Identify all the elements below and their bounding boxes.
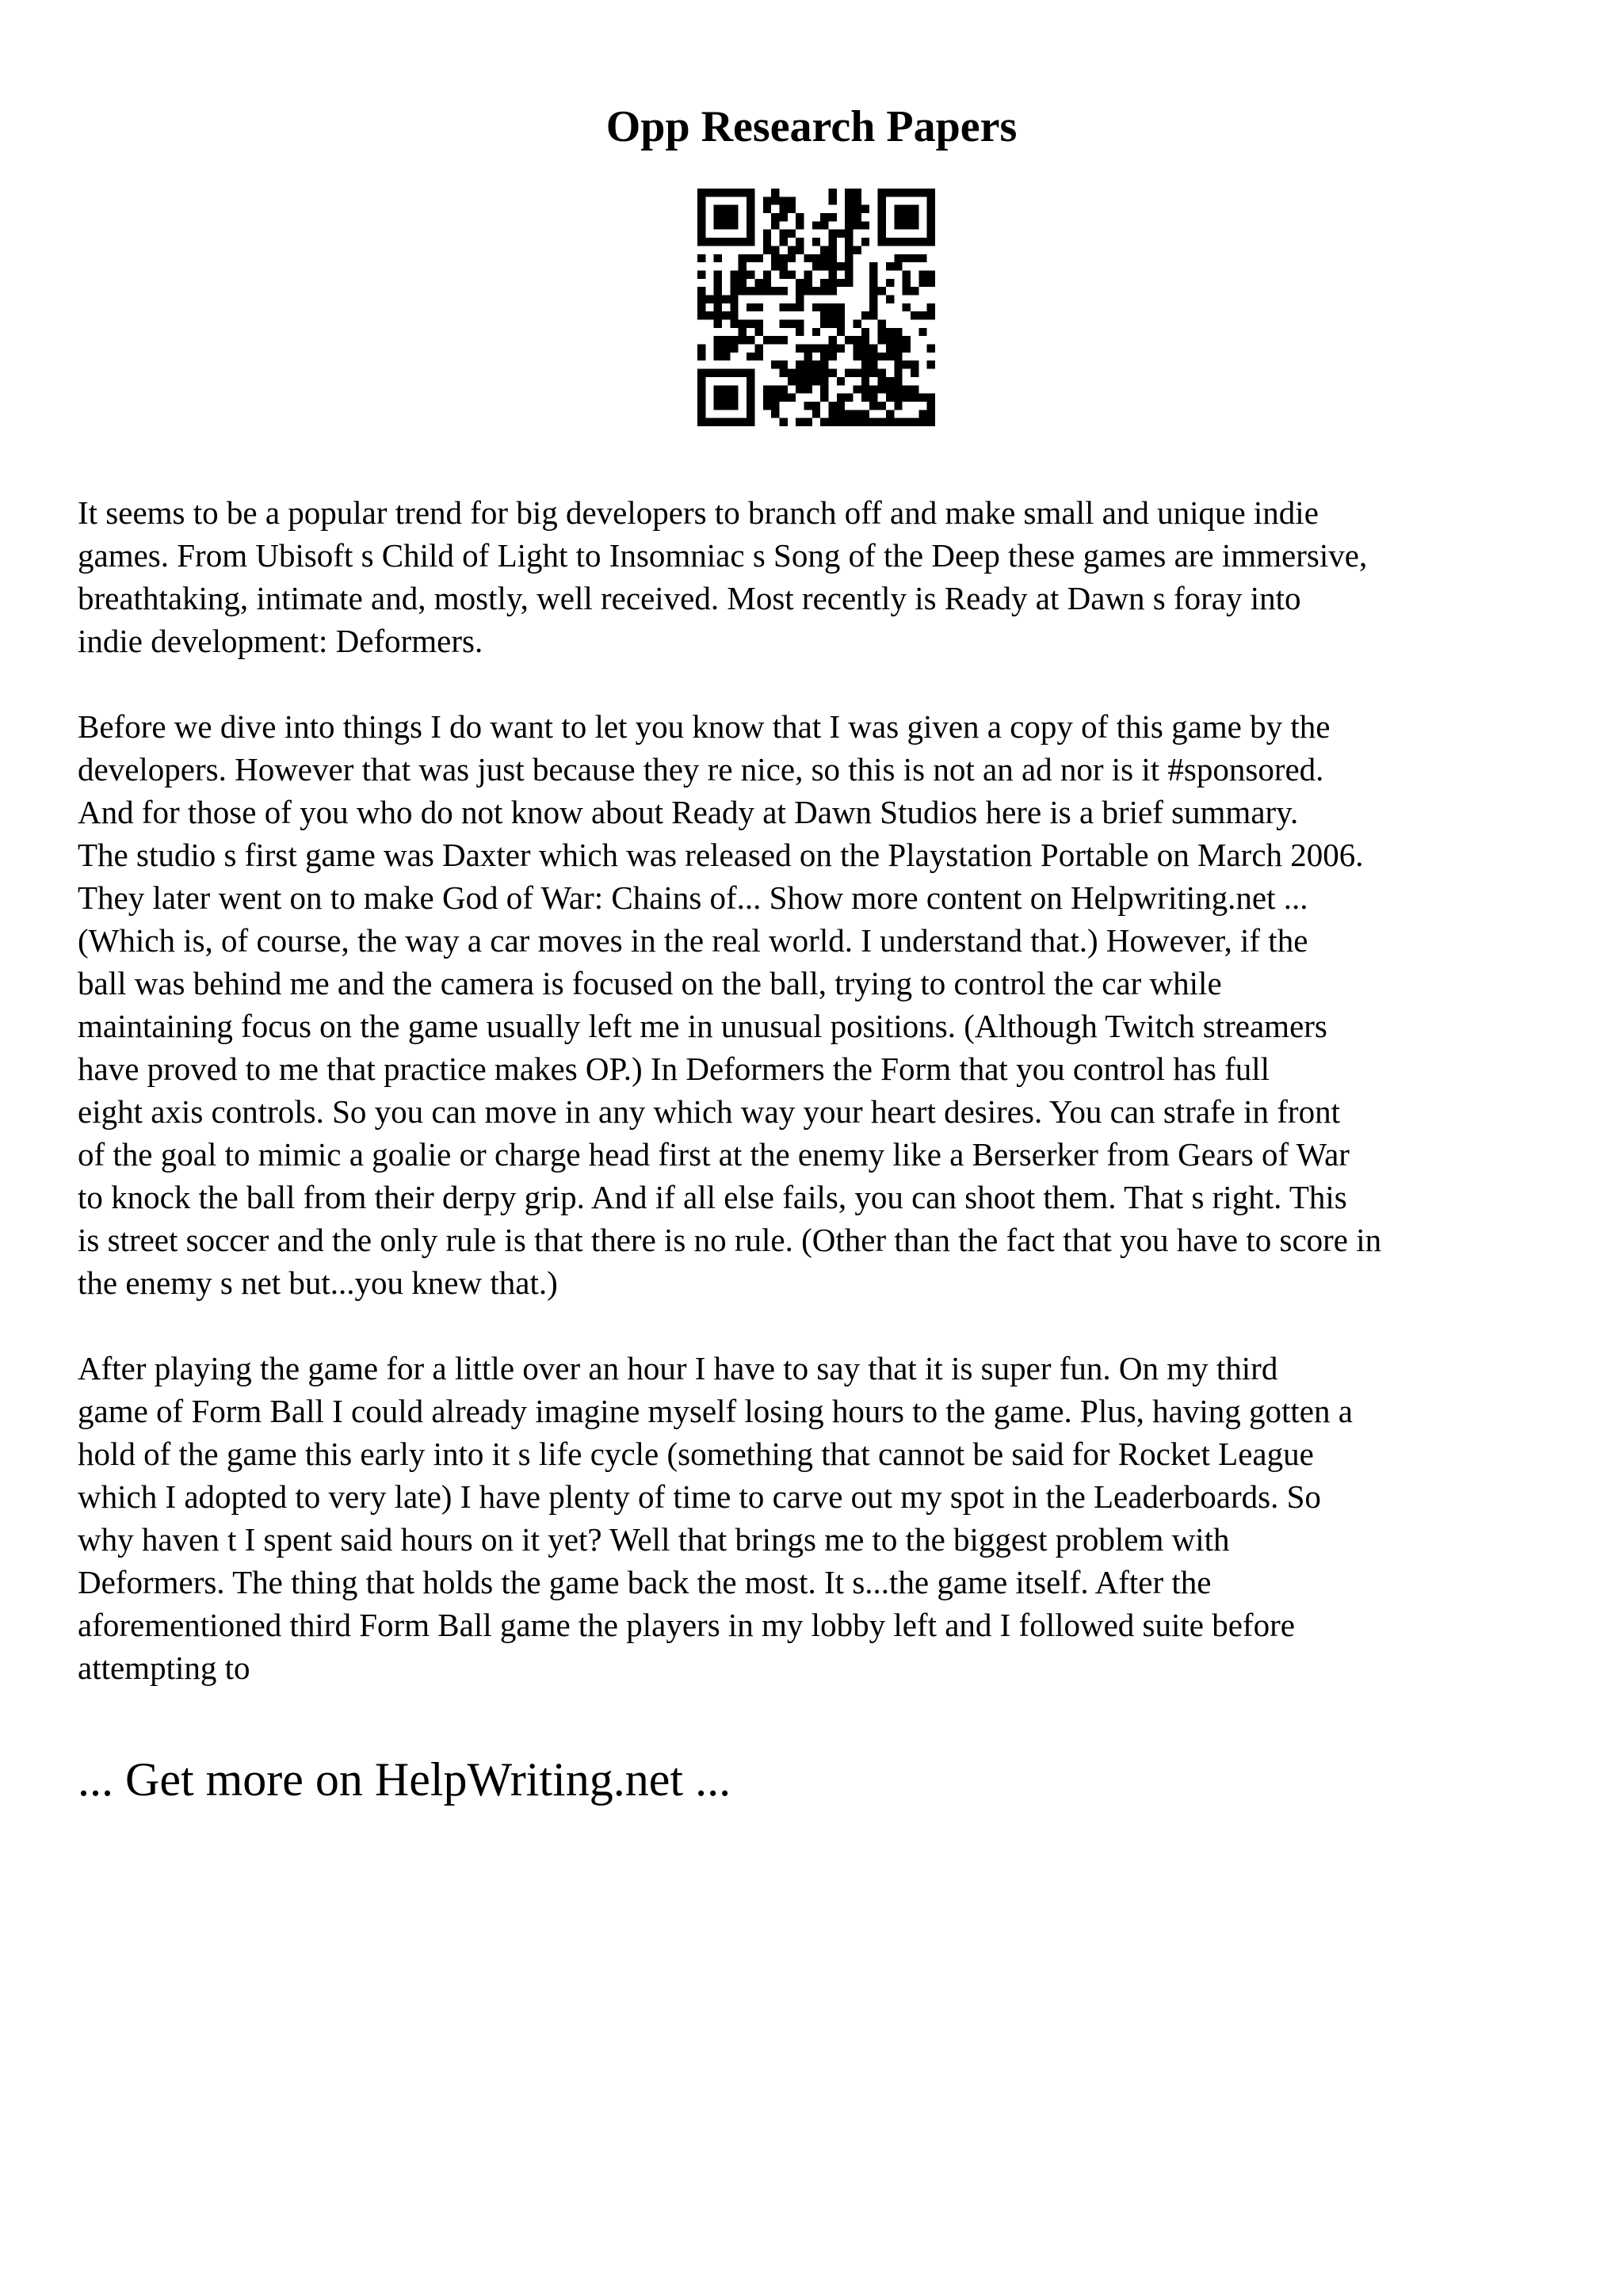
text-line: indie development: Deformers.	[78, 623, 483, 659]
text-line: games. From Ubisoft s Child of Light to Insomniac s Song of the Deep these games are immersive,	[78, 537, 1368, 574]
text-line: maintaining focus on the game usually left me in unusual positions. (Although Twitch streamers	[78, 1008, 1327, 1044]
text-line: the enemy s net but...you knew that.)	[78, 1264, 558, 1301]
text-line: It seems to be a popular trend for big developers to branch off and make small and unique indie	[78, 494, 1319, 531]
text-line: Deformers. The thing that holds the game back the most. It s...the game itself. After the	[78, 1564, 1212, 1600]
text-line: breathtaking, intimate and, mostly, well received. Most recently is Ready at Dawn s foray into	[78, 580, 1301, 616]
qr-code-icon	[697, 189, 935, 426]
text-line: aforementioned third Form Ball game the players in my lobby left and I followed suite before	[78, 1607, 1295, 1643]
text-line: to knock the ball from their derpy grip. And if all else fails, you can shoot them. That s right. This	[78, 1179, 1347, 1215]
get-more-link[interactable]: ... Get more on HelpWriting.net ...	[78, 1753, 731, 1806]
paragraph	[78, 491, 1568, 662]
text-line: is street soccer and the only rule is that there is no rule. (Other than the fact that you have to score in	[78, 1222, 1382, 1258]
text-line: hold of the game this early into it s life cycle (something that cannot be said for Rocket League	[78, 1436, 1314, 1472]
text-line: eight axis controls. So you can move in any which way your heart desires. You can strafe in front	[78, 1093, 1340, 1130]
text-line: developers. However that was just because they re nice, so this is not an ad nor is it #sponsored.	[78, 751, 1324, 788]
paragraph	[78, 1347, 1568, 1689]
text-line: have proved to me that practice makes OP.) In Deformers the Form that you control has full	[78, 1051, 1270, 1087]
text-line: The studio s first game was Daxter which was released on the Playstation Portable on March 2006.	[78, 837, 1364, 873]
text-line: which I adopted to very late) I have plenty of time to carve out my spot in the Leaderboards. So	[78, 1478, 1321, 1515]
text-line: game of Form Ball I could already imagine myself losing hours to the game. Plus, having gotten a	[78, 1393, 1353, 1429]
article-body	[78, 491, 1568, 1732]
text-line: They later went on to make God of War: Chains of... Show more content on Helpwriting.net ...	[78, 879, 1308, 916]
text-line: Before we dive into things I do want to let you know that I was given a copy of this game by the	[78, 708, 1331, 745]
text-line: ball was behind me and the camera is focused on the ball, trying to control the car while	[78, 965, 1222, 1001]
text-line: After playing the game for a little over an hour I have to say that it is super fun. On my third	[78, 1350, 1278, 1386]
text-line: why haven t I spent said hours on it yet? Well that brings me to the biggest problem with	[78, 1521, 1230, 1558]
text-line: attempting to	[78, 1650, 250, 1686]
page-title: Opp Research Papers	[605, 102, 1018, 151]
text-line: of the goal to mimic a goalie or charge head first at the enemy like a Berserker from Gears of War	[78, 1136, 1350, 1173]
text-line: (Which is, of course, the way a car moves in the real world. I understand that.) However, if the	[78, 922, 1308, 959]
text-line: And for those of you who do not know about Ready at Dawn Studios here is a brief summary.	[78, 794, 1299, 830]
paragraph	[78, 705, 1568, 1304]
